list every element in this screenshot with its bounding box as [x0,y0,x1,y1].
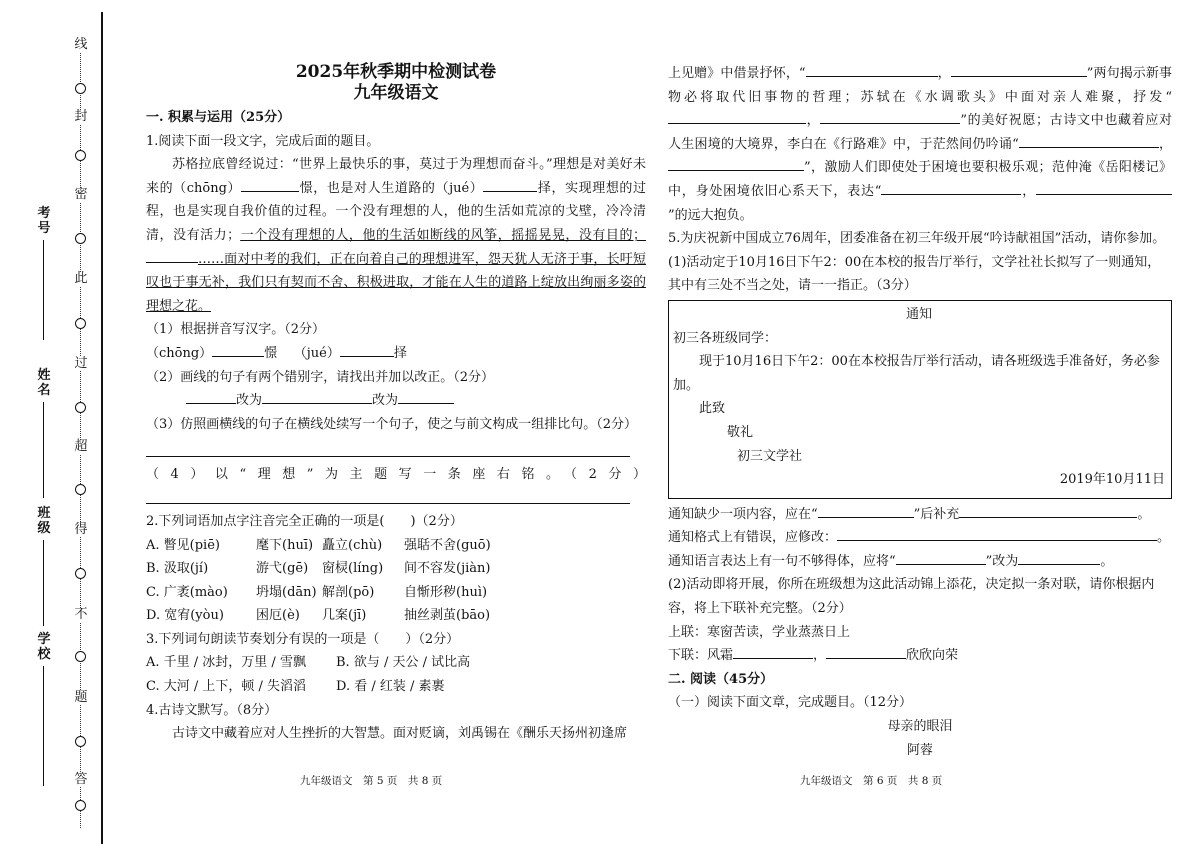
exam-number-blank [43,240,44,340]
question-2-option-a[interactable]: A. 瞥见(piē) 麾下(huī) 矗立(chù) 强聒不舍(guō) [146,537,491,553]
answer-blank[interactable] [398,389,454,404]
question-1-2-answers: 改为 改为 [146,389,646,413]
answer-line[interactable] [146,489,630,504]
left-page [146,0,646,746]
answer-3: 通知语言表达上有一句不够得体，应将“ ”改为 。 [668,550,1172,574]
question-1-heading: 1.阅读下面一段文字，完成后面的题目。 [146,133,380,149]
binding-circle [75,736,86,747]
question-4-continued: 上见赠》中借景抒怀，“ ， ”两句揭示新事物必将取代旧事物的哲理；苏轼在《水调歌头》中面对亲人难聚，抒发“， ”的美好祝愿；古诗文中也藏着应对人生困境的大境界，李白在《行路难》中，于茫然间仍吟诵“ ，”，激励人们即使处于困境也要积极乐观；范仲淹《岳阳楼记》中，身处困境依旧心系天下，表达“ ，”的远大抱负。 [668,62,1172,227]
class-blank [43,540,44,626]
binding-circle [75,800,86,811]
binding-char: 线 [74,37,88,52]
notice-box [668,300,1172,499]
binding-char: 超 [74,439,88,454]
answer-blank[interactable] [818,503,914,518]
name-blank [43,402,44,498]
binding-circle [75,150,86,161]
question-3: 3.下列词句朗读节奏划分有误的一项是（ ）（2分） [146,631,460,647]
notice-body: 现于10月16日下午2：00在本校报告厅举行活动，请各班级选手准备好，务必参加。 [673,354,1160,393]
underlined-sentence: 一个没有理想的人，他的生活如断线的风筝，摇摇晃晃，没有目的； [240,227,646,243]
question-5: 5.为庆祝新中国成立76周年，团委准备在初三年级开展“吟诗献祖国”活动，请你参加。 [668,231,1166,247]
answer-line[interactable] [146,442,630,457]
answer-blank[interactable] [896,550,986,565]
binding-circle [75,318,86,329]
notice-signature: 初三文学社 [737,448,803,464]
binding-circle [75,651,86,662]
underlined-passage: ……面对中考的我们，正在向着自己的理想进军，怨天犹人无济于事，长吁短叹也于事无补，我们只有契而不舍、积极进取，才能在人生的道路上绽放出绚丽多姿的理想之花。 [146,251,646,314]
class-label: 班级 [37,506,51,536]
binding-char: 得 [74,522,88,537]
notice-recipient: 初三各班级同学： [673,330,778,346]
binding-circle [75,484,86,495]
question-1-1-answers: （chōng） 憬 （jué） 择 [146,342,646,366]
answer-blank[interactable] [820,109,960,124]
notice-closing: 此致 [699,401,726,417]
exam-subtitle: 九年级语文 [353,83,439,103]
answer-blank[interactable] [1019,133,1159,148]
question-1-2: （2）画线的句子有两个错别字，请找出并加以改正。（2分） [146,369,495,385]
school-label: 学校 [37,632,51,662]
answer-blank[interactable] [1018,550,1100,565]
binding-char: 不 [74,607,88,622]
question-4-passage: 古诗文中藏着应对人生挫折的大智慧。面对贬谪，刘禹锡在《酬乐天扬州初逢席 [172,726,628,742]
reading-author: 阿蓉 [906,742,933,758]
binding-circle [75,83,86,94]
answer-blank[interactable] [959,503,1137,518]
binding-char: 过 [74,356,88,371]
answer-blank[interactable] [483,177,537,192]
binding-char: 此 [74,271,88,286]
question-5-2: (2)活动即将开展，你所在班级想为这此活动锦上添花，决定拟一条对联，请你根据内容，将上下联补充完整。（2分） [668,577,1155,617]
answer-blank[interactable] [146,248,198,263]
binding-char: 答 [74,772,88,787]
question-4: 4.古诗文默写。（8分） [146,702,278,718]
section-heading: 二. 阅读（45分） [668,671,774,687]
school-blank [43,666,44,786]
answer-2: 通知格式上有错误，应修改： 。 [668,526,1172,550]
reading-1-heading: （一）阅读下面文章，完成题目。（12分） [668,695,913,711]
couplet-lower: 下联：风霜 ， 欣欣向荣 [668,644,1172,668]
exam-number-label: 考号 [37,206,51,236]
question-1-passage: 苏格拉底曾经说过：“世界上最快乐的事，莫过于为理想而奋斗。”理想是对美好未来的（chōng） 憬，也是对人生道路的（jué） 择，实现理想的过程，也是实现自我价值的过程。一个没有理想的人，他的生活如荒凉的戈壁，冷冷清清，没有活力；一个没有理想的人，他的生活如断线的风筝，摇摇晃晃，没有目的；……面对中考的我们，正在向着自己的理想进军，怨天犹人无济于事，长吁短叹也于事无补，我们只有契而不舍、积极进取，才能在人生的道路上绽放出绚丽多姿的理想之花。 [146,157,646,314]
binding-circle [75,568,86,579]
question-1-1: （1）根据拼音写汉字。（2分） [146,322,326,338]
question-2: 2.下列词语加点字注音完全正确的一项是( )（2分） [146,513,463,529]
answer-blank[interactable] [881,180,1021,195]
binding-char: 题 [74,690,88,705]
answer-blank[interactable] [837,526,1157,541]
answer-blank[interactable] [668,156,804,171]
page-footer-left: 九年级语文 第 5 页 共 8 页 [300,775,443,787]
answer-blank[interactable] [340,342,394,357]
answer-blank[interactable] [951,62,1087,77]
binding-char: 密 [74,187,88,202]
answer-1: 通知缺少一项内容，应在“ ”后补充 。 [668,503,1172,527]
notice-date: 2019年10月11日 [1059,472,1165,488]
question-2-option-c[interactable]: C. 广袤(mào) 坍塌(dān) 解剖(pō) 自惭形秽(huì) [146,584,488,600]
binding-circle [75,402,86,413]
binding-circle [75,233,86,244]
couplet-upper: 上联：寒窗苦读，学业蒸蒸日上 [668,624,851,640]
answer-blank[interactable] [668,109,806,124]
question-2-option-b[interactable]: B. 汲取(jí) 游弋(gē) 窗棂(líng) 间不容发(jiàn) [146,561,491,577]
binding-char: 封 [74,109,88,124]
answer-blank[interactable] [1036,180,1172,195]
page-footer-right: 九年级语文 第 6 页 共 8 页 [800,775,943,787]
binding-rule [101,12,103,844]
notice-salute: 敬礼 [727,424,754,440]
answer-blank[interactable] [186,389,236,404]
answer-blank[interactable] [212,342,264,357]
binding-margin [0,0,108,847]
question-5-1: (1)活动定于10月16日下午2：00在本校的报告厅举行，文学社社长拟写了一则通知，其中有三处不当之处，请一一指正。（3分） [668,254,1161,294]
reading-title: 母亲的眼泪 [887,719,953,735]
name-label: 姓名 [37,368,51,398]
exam-title: 2025年秋季期中检测试卷 [295,62,497,82]
question-3-options-ab[interactable]: A. 千里 / 冰封，万里 / 雪飘 B. 欲与 / 天公 / 试比高 [146,655,471,671]
answer-blank[interactable] [806,62,938,77]
notice-title: 通知 [905,306,932,322]
right-page [668,0,1172,762]
answer-blank[interactable] [733,644,813,659]
question-3-options-cd[interactable]: C. 大河 / 上下，顿 / 失滔滔 D. 看 / 红装 / 素裹 [146,679,445,695]
question-1-4: （4）以“理想”为主题写一条座右铭。（2分） [146,467,646,483]
question-1-3: （3）仿照画横线的句子在横线处续写一个句子，使之与前文构成一组排比句。（2分） [146,416,638,432]
section-heading: 一. 积累与运用（25分） [146,110,291,125]
answer-blank[interactable] [262,389,372,404]
answer-blank[interactable] [241,177,299,192]
answer-blank[interactable] [826,644,906,659]
question-2-option-d[interactable]: D. 宽宥(yòu) 困厄(è) 几案(jī) 抽丝剥茧(bāo) [146,608,491,624]
